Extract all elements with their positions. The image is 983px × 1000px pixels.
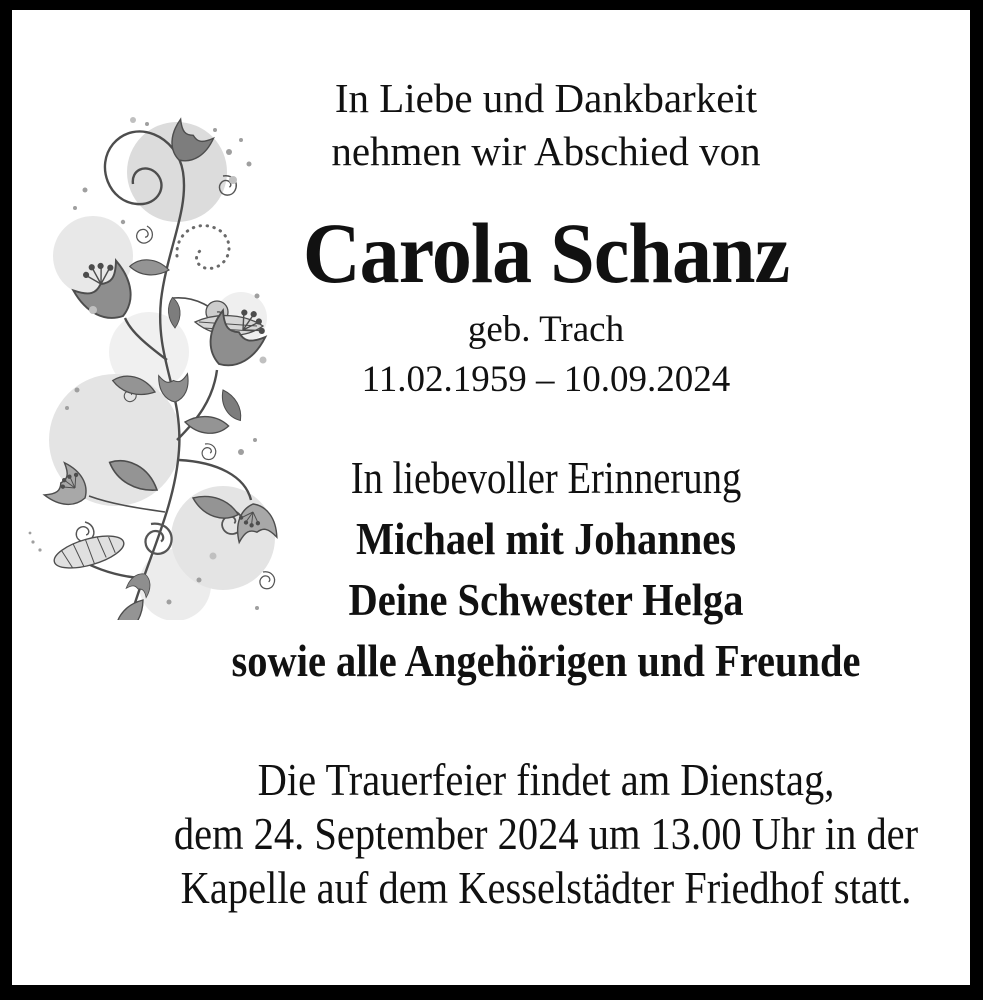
life-dates: 11.02.1959 – 10.09.2024 [361,359,731,400]
intro-line-1: In Liebe und Dankbarkeit [334,75,758,121]
mourner-line-1: Michael mit Johannes [355,513,737,564]
obituary-text [122,10,970,915]
mourner-line-3: sowie alle Angehörigen und Freunde [231,635,861,686]
service-notice-line-1: Die Trauerfeier findet am Dienstag, [257,754,835,805]
service-notice-line-2: dem 24. September 2024 um 13.00 Uhr in der [173,808,919,859]
striped-leaf [51,530,127,575]
mourner-line-2: Deine Schwester Helga [348,574,744,625]
intro-line-2: nehmen wir Abschied von [331,128,761,174]
maiden-name: geb. Trach [467,309,625,350]
service-notice-line-3: Kapelle auf dem Kesselstädter Friedhof statt. [180,862,912,913]
memorial-heading: In liebevoller Erinnerung [350,452,742,503]
deceased-name: Carola Schanz [302,205,790,301]
